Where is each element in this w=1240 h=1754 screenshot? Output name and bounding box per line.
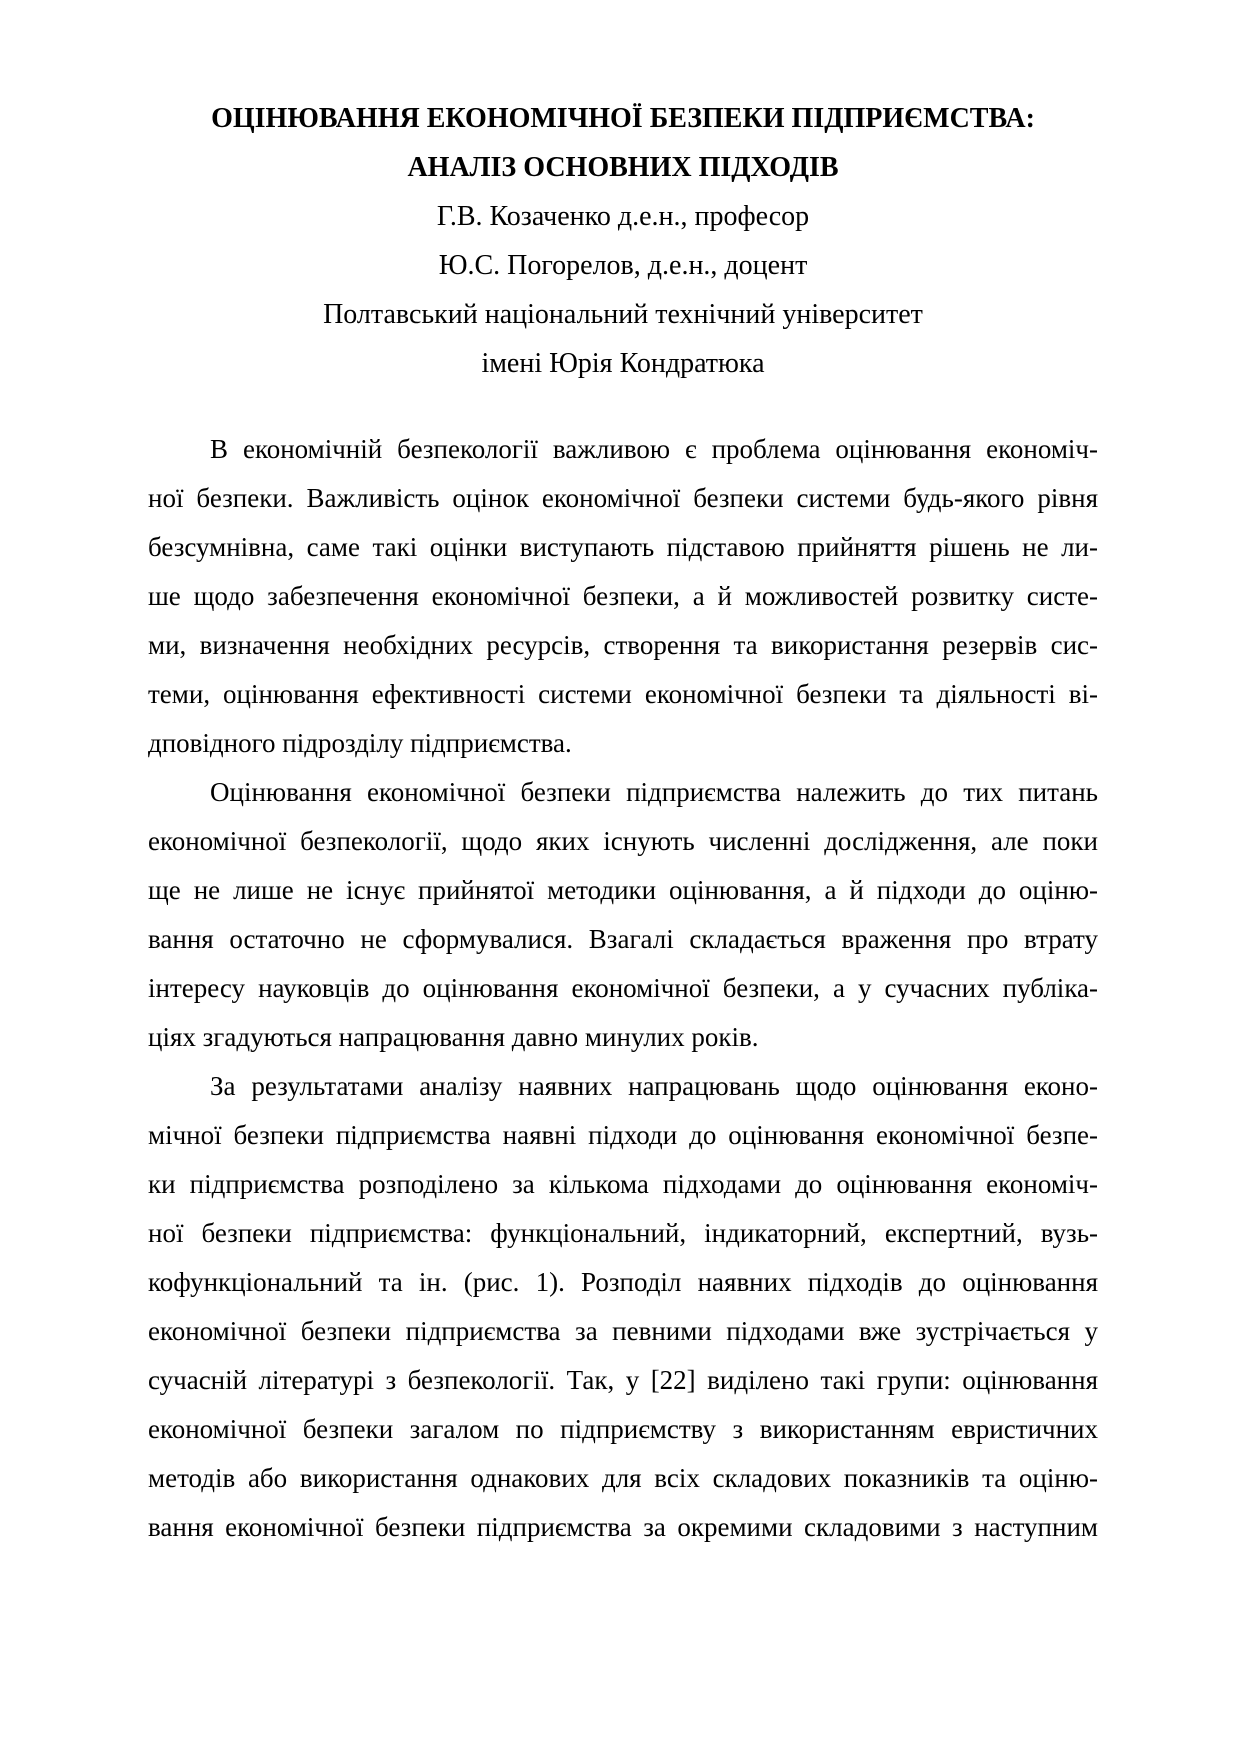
paragraph-line: ки підприємства розподілено за кількома підходами до оцінювання економіч-	[148, 1169, 1098, 1199]
paragraph-line: мічної безпеки підприємства наявні підходи до оцінювання економічної безпе-	[148, 1120, 1098, 1150]
paragraph-line: вання остаточно не сформувалися. Взагалі складається враження про втрату	[148, 924, 1098, 954]
body-text	[148, 425, 1098, 1552]
paper-title-line-1: ОЦІНЮВАННЯ ЕКОНОМІЧНОЇ БЕЗПЕКИ ПІДПРИЄМСТВА:	[211, 103, 1035, 134]
paragraph-line: теми, оцінювання ефективності системи економічної безпеки та діяльності ві-	[148, 679, 1098, 709]
paper-title	[148, 94, 1098, 192]
paragraph-line: економічної безпеки підприємства за певними підходами вже зустрічається у	[148, 1316, 1098, 1346]
author-line-2: Ю.С. Погорелов, д.е.н., доцент	[438, 250, 808, 281]
paragraph-line: методів або використання однакових для всіх складових показників та оціню-	[148, 1463, 1098, 1493]
paragraph-line: економічної безпекології, щодо яких існують численні дослідження, але поки	[148, 826, 1098, 856]
paragraph-3	[148, 1062, 1098, 1552]
paragraph-line: ціях згадуються напрацювання давно минулих років.	[148, 1022, 759, 1052]
paragraph-line: кофункціональний та ін. (рис. 1). Розподіл наявних підходів до оцінювання	[148, 1267, 1098, 1297]
paragraph-line: безсумнівна, саме такі оцінки виступають підставою прийняття рішень не ли-	[148, 532, 1098, 562]
paragraph-2	[148, 768, 1098, 1062]
paragraph-line: вання економічної безпеки підприємства за окремими складовими з наступним	[148, 1512, 1098, 1542]
paragraph-1	[148, 425, 1098, 768]
paragraph-line: ної безпеки підприємства: функціональний, індикаторний, експертний, вузь-	[148, 1218, 1098, 1248]
paragraph-line: економічної безпеки загалом по підприємству з використанням евристичних	[148, 1414, 1098, 1444]
author-line-1: Г.В. Козаченко д.е.н., професор	[436, 201, 810, 232]
paragraph-line: В економічній безпекології важливою є проблема оцінювання економіч-	[210, 434, 1098, 464]
paragraph-line: ної безпеки. Важливість оцінок економічної безпеки системи будь-якого рівня	[148, 483, 1098, 513]
affiliation-line-1: Полтавський національний технічний університет	[323, 299, 923, 330]
paragraph-line: Оцінювання економічної безпеки підприємства належить до тих питань	[210, 777, 1098, 807]
paragraph-line: ми, визначення необхідних ресурсів, створення та використання резервів сис-	[148, 630, 1098, 660]
affiliation-line-2: імені Юрія Кондратюка	[481, 348, 765, 379]
paragraph-line: ше щодо забезпечення економічної безпеки, а й можливостей розвитку систе-	[148, 581, 1098, 611]
paper-title-line-2: АНАЛІЗ ОСНОВНИХ ПІДХОДІВ	[407, 152, 839, 183]
paragraph-line: ще не лише не існує прийнятої методики оцінювання, а й підходи до оціню-	[148, 875, 1098, 905]
paragraph-line: сучасній літературі з безпекології. Так, у [22] виділено такі групи: оцінювання	[148, 1365, 1098, 1395]
paragraph-line: За результатами аналізу наявних напрацювань щодо оцінювання еконо-	[210, 1071, 1098, 1101]
paragraph-line: дповідного підрозділу підприємства.	[148, 728, 572, 758]
authors-block	[148, 192, 1098, 388]
paragraph-line: інтересу науковців до оцінювання економічної безпеки, а у сучасних публіка-	[148, 973, 1098, 1003]
